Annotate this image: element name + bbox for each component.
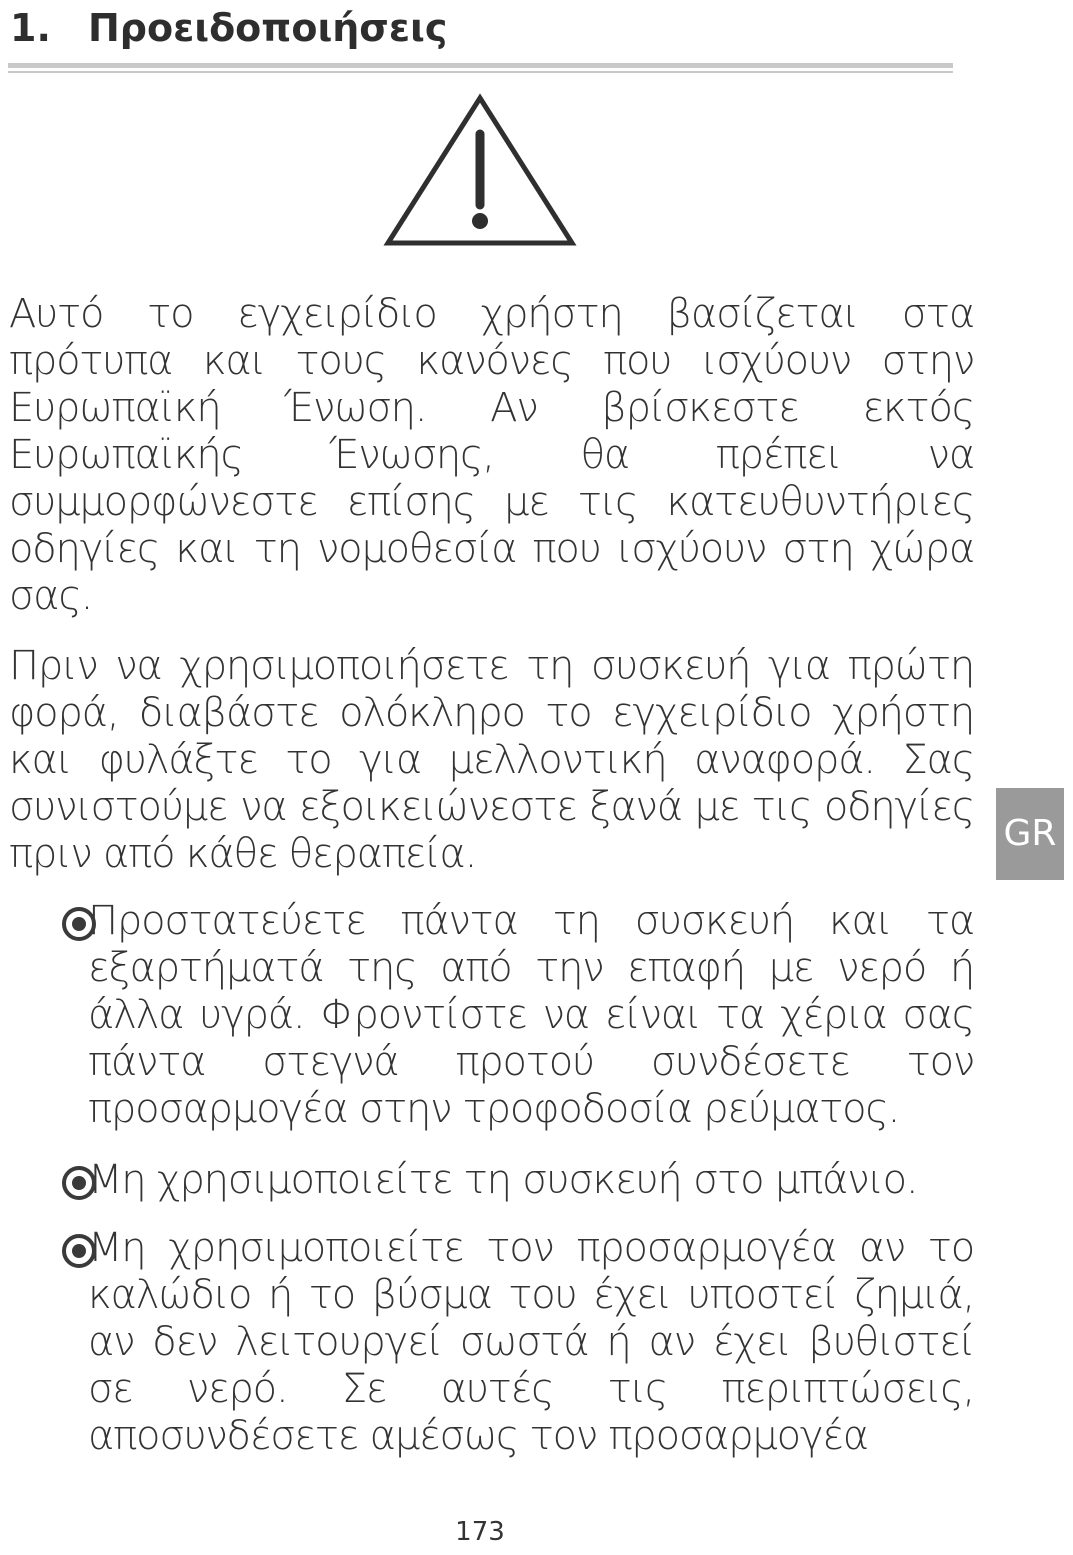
bullet-circle-icon xyxy=(62,1234,96,1268)
list-item-text: Μη χρησιμοποιείτε τον προσαρμογέα αν το καλώδιο ή το βύσμα του έχει υποστεί ζημιά, αν δεν λειτουργεί σωστά ή αν έχει βυθιστεί σε νερό. Σε αυτές τις περιπτώσεις, αποσυνδέσετε αμέσως τον προσαρμογέα xyxy=(88,1225,974,1459)
bullet-circle-icon xyxy=(62,1166,96,1200)
list-item xyxy=(62,1225,974,1460)
list-item xyxy=(62,1157,974,1204)
warning-triangle-icon xyxy=(383,92,577,248)
intro-paragraph-read-manual: Πριν να χρησιμοποιήσετε τη συσκευή για πρώτη φορά, διαβάστε ολόκληρο το εγχειρίδιο χρήστη και φυλάξτε το για μελλοντική αναφορά. Σας συνιστούμε να εξοικειώνεστε ξανά με τις οδηγίες πριν από κάθε θεραπεία. xyxy=(9,643,974,877)
list-item xyxy=(62,898,974,1133)
section-heading xyxy=(10,2,447,54)
list-item-text: Προστατεύετε πάντα τη συσκευή και τα εξαρτήματά της από την επαφή με νερό ή άλλα υγρά. Φροντίστε να είναι τα χέρια σας πάντα στεγνά προτού συνδέσετε τον προσαρμογέα στην τροφοδοσία ρεύματος. xyxy=(88,898,974,1132)
bullet-circle-icon xyxy=(62,907,96,941)
heading-divider-thick xyxy=(8,63,953,68)
list-item-text: Μη χρησιμοποιείτε τη συσκευή στο μπάνιο. xyxy=(88,1157,918,1203)
heading-divider-thin xyxy=(8,71,953,73)
intro-paragraph-standards: Αυτό το εγχειρίδιο χρήστη βασίζεται στα πρότυπα και τους κανόνες που ισχύουν στην Ευρωπαϊκή Ένωση. Αν βρίσκεστε εκτός Ευρωπαϊκής Ένωσης, θα πρέπει να συμμορφώνεστε επίσης με τις κατευθυντήριες οδηγίες και τη νομοθεσία που ισχύουν στη χώρα σας. xyxy=(9,291,974,619)
section-number: 1. xyxy=(10,6,51,50)
section-title: Προειδοποιήσεις xyxy=(88,6,448,50)
page-number: 173 xyxy=(455,1517,505,1547)
language-tab: GR xyxy=(996,788,1064,880)
